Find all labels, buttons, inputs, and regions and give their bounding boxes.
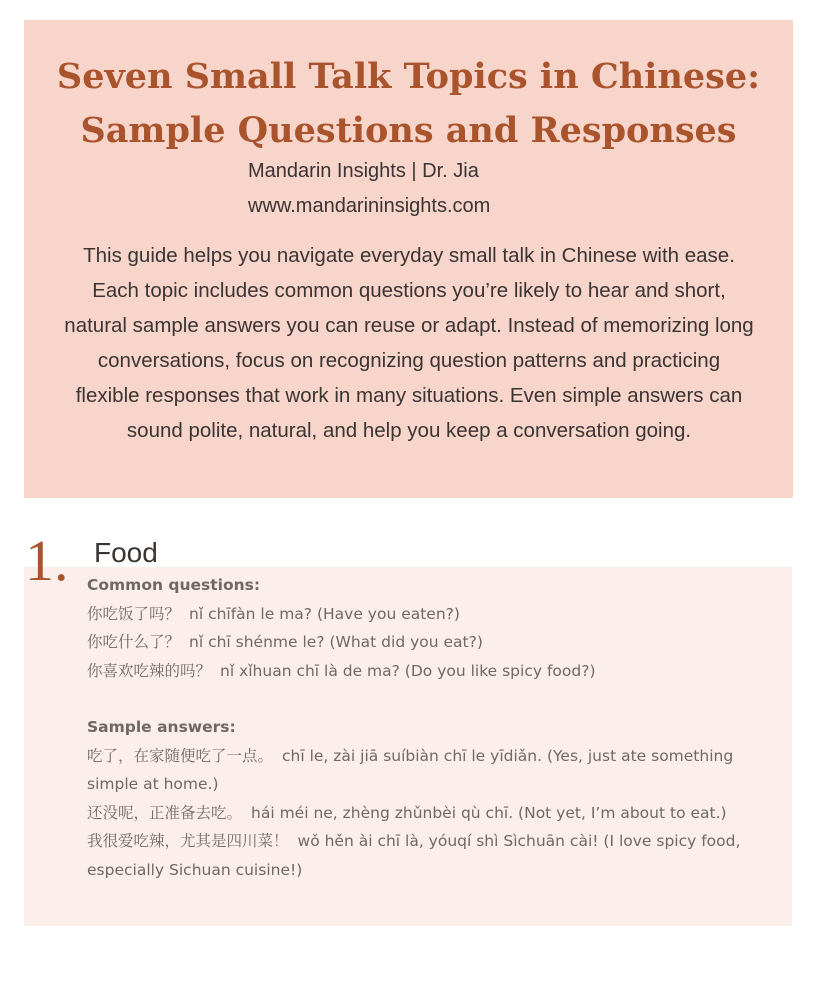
intro-paragraph: This guide helps you navigate everyday small talk in Chinese with ease. Each topic includes common questions you’re likely to hear and short, natural sample answers you can reuse or adapt. Instead of memorizing long conversations, focus on recognizing question patterns and practicing flexible responses that work in many situations. Even simple answers can sound polite, natural, and help you keep a conversation going. <box>64 244 754 442</box>
website-link[interactable]: www.mandarininsights.com <box>248 195 491 217</box>
answer-chinese: 还没呢，正准备去吃。 <box>87 803 243 822</box>
answers-heading: Sample answers: <box>87 718 236 736</box>
answer-item <box>87 799 752 828</box>
author-line: Mandarin Insights | Dr. Jia <box>248 160 479 182</box>
question-translation: nǐ chī shénme le? (What did you eat?) <box>189 633 483 651</box>
section-food-body <box>87 571 752 884</box>
header-box <box>24 20 793 498</box>
section-title: Food <box>94 537 158 568</box>
answer-item <box>87 827 752 884</box>
answer-translation: wǒ hěn ài chī là, yóuqí shì Sìchuān cài! (I love spicy food, especially Sichuan cuisine!) <box>87 832 741 879</box>
question-translation: nǐ chīfàn le ma? (Have you eaten?) <box>189 604 460 623</box>
page-title-line-2: Sample Questions and Responses <box>80 110 737 151</box>
answer-item <box>87 742 752 799</box>
questions-heading: Common questions: <box>87 576 261 594</box>
question-item <box>87 600 752 629</box>
page-title <box>24 20 793 158</box>
answer-translation: hái méi ne, zhèng zhǔnbèi qù chī. (Not yet, I’m about to eat.) <box>251 803 727 822</box>
question-chinese: 你吃什么了？ <box>87 633 181 651</box>
spacer <box>87 685 752 713</box>
question-item <box>87 628 752 657</box>
section-number: 1. <box>25 528 69 593</box>
answer-translation: chī le, zài jiā suíbiàn chī le yīdiǎn. (Yes, just ate something simple at home.) <box>87 746 734 793</box>
question-item <box>87 657 752 686</box>
question-chinese: 你吃饭了吗？ <box>87 604 181 623</box>
page-title-line-1: Seven Small Talk Topics in Chinese: <box>56 56 761 97</box>
question-chinese: 你喜欢吃辣的吗？ <box>87 661 212 680</box>
question-translation: nǐ xǐhuan chī là de ma? (Do you like spicy food?) <box>220 661 596 680</box>
answer-chinese: 吃了，在家随便吃了一点。 <box>87 746 274 765</box>
answer-chinese: 我很爱吃辣，尤其是四川菜！ <box>87 832 289 850</box>
